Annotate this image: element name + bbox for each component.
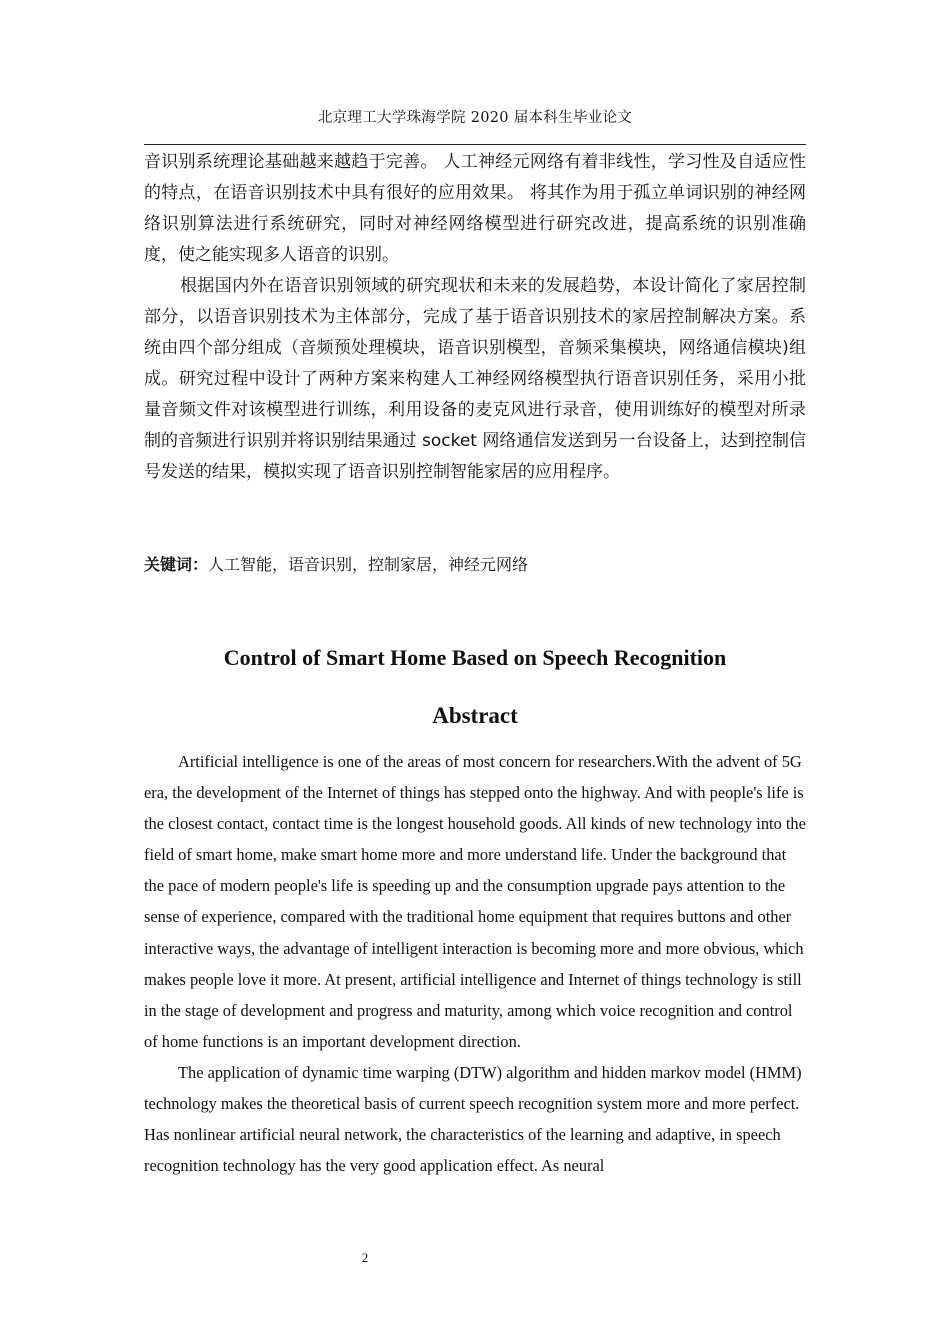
english-paragraph-2: The application of dynamic time warping (DTW) algorithm and hidden markov model (HMM) technology makes the theoretical basis of current speech recognition system more and more perfect. Has nonlinear artificial neural network, the characteristics of the learning and adaptive, in speech recognition technology has the very good application effect. As neural [144,1062,802,1176]
keywords-label: 关键词： [144,555,209,574]
english-abstract [144,746,806,1181]
page-number: 2 [361,1250,369,1265]
abstract-heading: Abstract [432,703,518,728]
english-paragraph-1: Artificial intelligence is one of the areas of most concern for researchers.With the advent of 5G era, the development of the Internet of things has stepped onto the highway. And with people's life is the closest contact, contact time is the longest household goods. All kinds of new technology into the field of smart home, make smart home more and more understand life. Under the background that the pace of modern people's life is speeding up and the consumption upgrade pays attention to the sense of experience, compared with the traditional home equipment that requires buttons and other interactive ways, the advantage of intelligent interaction is becoming more and more obvious, which makes people love it more. At present, artificial intelligence and Internet of things technology is still in the stage of development and progress and maturity, among which voice recognition and control of home functions is an important development direction. [144,752,806,1051]
chinese-abstract [144,147,806,488]
english-title: Control of Smart Home Based on Speech Recognition [223,645,727,670]
chinese-paragraph-1: 音识别系统理论基础越来越趋于完善。 人工神经元网络有着非线性，学习性及自适应性的特点，在语音识别技术中具有很好的应用效果。 将其作为用于孤立单词识别的神经网络识别算法进行系统研究，同时对神经网络模型进行研究改进，提高系统的识别准确度，使之能实现多人语音的识别。 [144,152,806,265]
keywords-line [144,552,806,575]
keywords-value: 人工智能，语音识别，控制家居，神经元网络 [208,555,529,574]
header-rule [144,144,806,145]
running-header: 北京理工大学珠海学院 2020 届本科生毕业论文 [317,110,633,126]
chinese-paragraph-2: 根据国内外在语音识别领域的研究现状和未来的发展趋势，本设计简化了家居控制部分，以语音识别技术为主体部分，完成了基于语音识别技术的家居控制解决方案。系统由四个部分组成（音频预处理模块，语音识别模型，音频采集模块，网络通信模块)组成。研究过程中设计了两种方案来构建人工神经网络模型执行语音识别任务，采用小批量音频文件对该模型进行训练，利用设备的麦克风进行录音，使用训练好的模型对所录制的音频进行识别并将识别结果通过 socket 网络通信发送到另一台设备上，达到控制信号发送的结果，模拟实现了语音识别控制智能家居的应用程序。 [144,276,806,482]
